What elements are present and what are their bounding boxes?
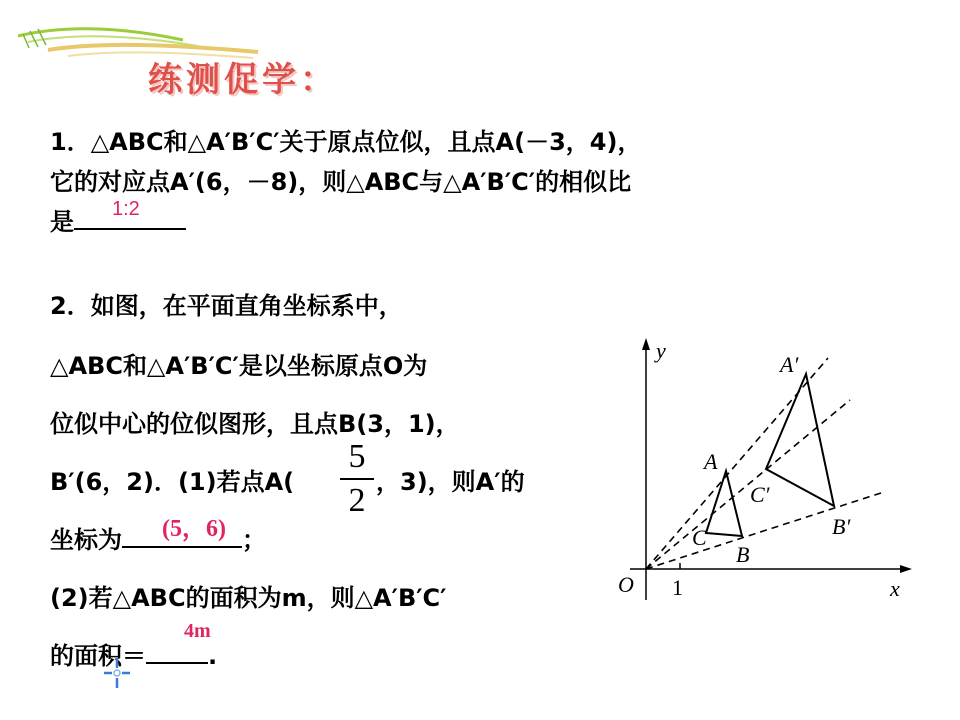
crosshair-cursor-icon xyxy=(100,654,136,694)
q2-line4b: ，3)，则A′的 xyxy=(376,468,525,496)
q2-answer2: 4m xyxy=(184,620,211,642)
triangle-a2b2c2 xyxy=(766,374,834,506)
fraction xyxy=(340,438,374,520)
q2-line3: 位似中心的位似图形，且点B(3，1)， xyxy=(50,410,460,438)
q2-line5 xyxy=(50,520,266,555)
y-axis-label: y xyxy=(656,338,666,363)
q2-answer2-blank xyxy=(146,640,208,664)
point-c-prime-label: C′ xyxy=(750,482,770,507)
origin-label: O xyxy=(618,572,634,597)
ray-a xyxy=(646,358,828,569)
x-axis-label: x xyxy=(890,576,900,601)
q1-line2: 它的对应点A′(6，－8)，则△ABC与△A′B′C′的相似比 xyxy=(50,168,632,196)
fraction-bar xyxy=(340,478,374,480)
q1-line3-text: 是 xyxy=(50,208,74,236)
point-a-label: A xyxy=(704,449,718,474)
q2-line7-text: 的面积＝ xyxy=(50,642,146,670)
tick-label: 1 xyxy=(672,575,683,600)
q2-line2: △ABC和△A′B′C′是以坐标原点O为 xyxy=(50,352,428,380)
point-b-label: B xyxy=(736,542,750,567)
fraction-numerator: 5 xyxy=(348,438,366,475)
q1-line1: 1．△ABC和△A′B′C′关于原点位似，且点A(－3，4)， xyxy=(50,128,642,156)
q2-line1: 2．如图，在平面直角坐标系中， xyxy=(50,292,403,320)
point-a-prime-label: A′ xyxy=(780,352,799,377)
y-axis-arrow xyxy=(642,338,650,350)
fraction-denominator: 2 xyxy=(348,482,366,519)
q1-answer: 1:2 xyxy=(112,198,140,220)
point-b-prime-label: B′ xyxy=(832,514,851,539)
coordinate-figure xyxy=(600,330,920,610)
q2-line7-period: . xyxy=(208,642,218,670)
q2-answer1: (5，6) xyxy=(162,516,226,542)
q2-line5-text: 坐标为 xyxy=(50,526,122,554)
q2-line4a: B′(6，2)．(1)若点A( xyxy=(50,468,295,496)
q2-line6: (2)若△ABC的面积为m，则△A′B′C′ xyxy=(50,584,447,612)
point-c-label: C xyxy=(692,525,707,550)
page-title: 练测促学： xyxy=(148,60,338,100)
q2-line5-semicolon: ； xyxy=(242,526,266,554)
x-axis-arrow xyxy=(900,565,912,573)
